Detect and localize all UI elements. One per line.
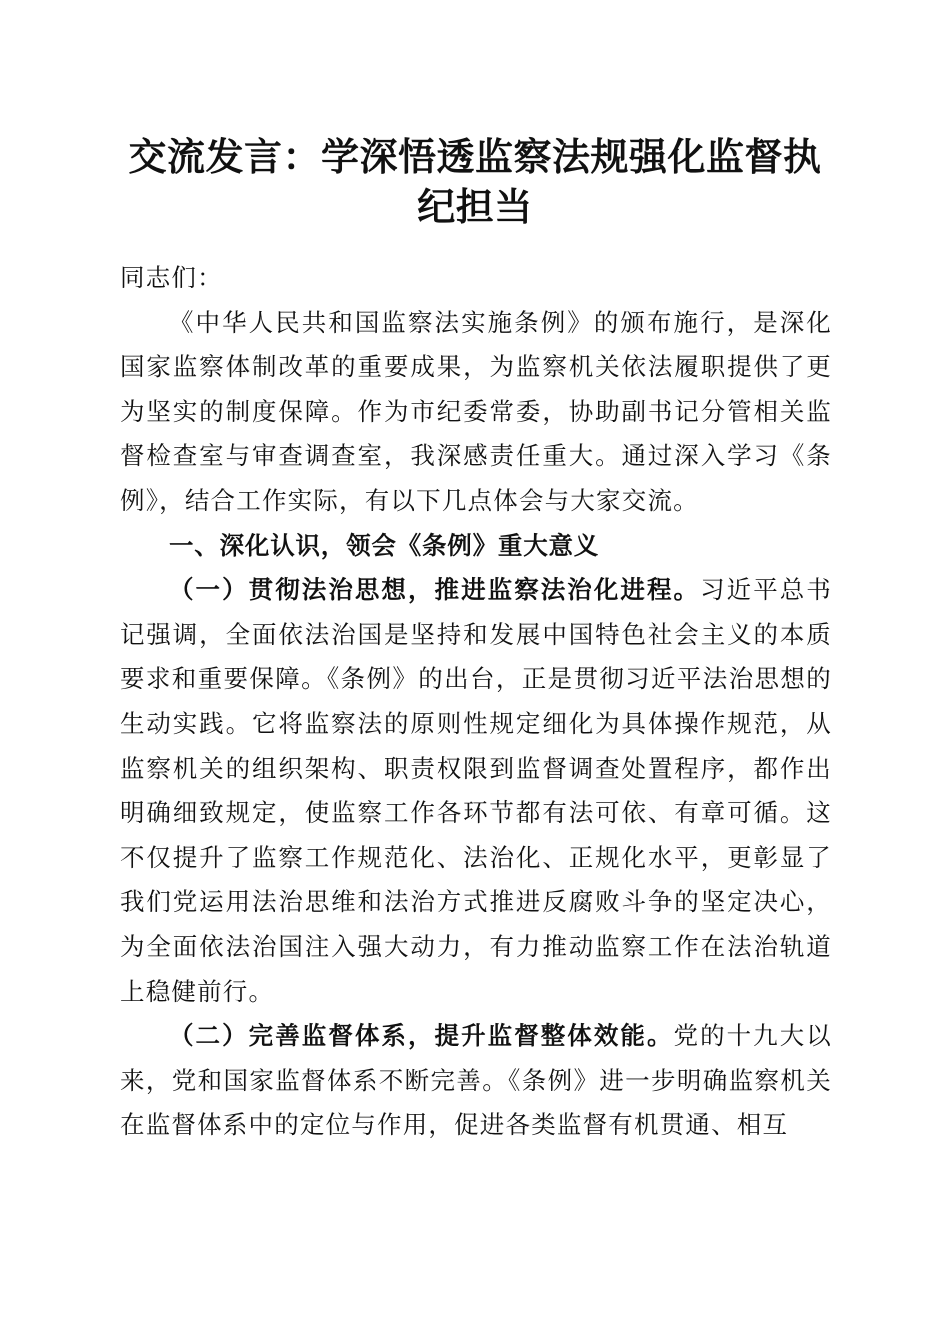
- paragraph-2-text: 党的十九大以来，党和国家监督体系不断完善。《条例》进一步明确监察机关在监督体系中的定位与作用，促进各类监督有机贯通、相互: [120, 1021, 832, 1140]
- paragraph-1: [120, 568, 832, 1014]
- salutation: 同志们：: [120, 263, 223, 292]
- paragraph-1-lead: （一）贯彻法治思想，推进监察法治化进程。: [169, 575, 701, 605]
- paragraph-2: [120, 1014, 832, 1148]
- section-heading-1: 一、深化认识，领会《条例》重大意义: [169, 530, 600, 560]
- paragraph-1-text: 习近平总书记强调，全面依法治国是坚持和发展中国特色社会主义的本质要求和重要保障。《条例》的出台，正是贯彻习近平法治思想的生动实践。它将监察法的原则性规定细化为具体操作规范，从监察机关的组织架构、职责权限到监督调查处置程序，都作出明确细致规定，使监察工作各环节都有法可依、有章可循。这不仅提升了监察工作规范化、法治化、正规化水平，更彰显了我们党运用法治思维和法治方式推进反腐败斗争的坚定决心，为全面依法治国注入强大动力，有力推动监察工作在法治轨道上稳健前行。: [120, 575, 833, 1006]
- document-body: [120, 256, 832, 1148]
- document-title: 交流发言：学深悟透监察法规强化监督执纪担当: [128, 134, 822, 229]
- intro-paragraph: 《中华人民共和国监察法实施条例》的颁布施行，是深化国家监察体制改革的重要成果，为监察机关依法履职提供了更为坚实的制度保障。作为市纪委常委，协助副书记分管相关监督检查室与审查调查室，我深感责任重大。通过深入学习《条例》，结合工作实际，有以下几点体会与大家交流。: [120, 307, 832, 515]
- paragraph-2-lead: （二）完善监督体系，提升监督整体效能。: [169, 1021, 674, 1051]
